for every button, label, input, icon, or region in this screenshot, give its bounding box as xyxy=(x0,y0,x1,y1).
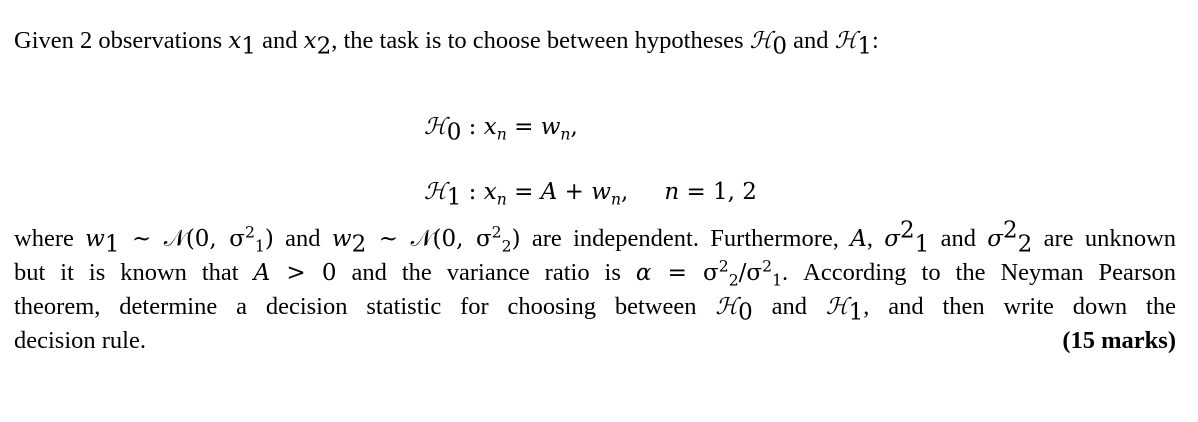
intro-text-4: and xyxy=(787,27,835,54)
equation-h1: ℋ$_1$ : $x_n = A + w_n$, n = 1, 2 xyxy=(424,179,757,211)
marks-label: (15 marks) xyxy=(1062,327,1176,354)
hypothesis-h0: ℋ$_0$ xyxy=(749,28,788,60)
intro-text-2: and xyxy=(255,27,304,54)
intro-text-1: Given 2 observations xyxy=(14,27,229,54)
paragraph-line-4 xyxy=(14,324,1176,357)
intro-line xyxy=(14,24,1176,58)
paragraph-line-1: where $w_1$ ~ 𝒩(0, $\sigma^2_1$) and $w_2$ ~ 𝒩(0, $\sigma^2_2$) are independent. Furthermore, A, $\sigma^2_1$ and $\sigma^2_2$ are unknown xyxy=(14,217,1177,258)
hypothesis-h1: ℋ$_1$ xyxy=(834,28,873,60)
equation-h0: ℋ$_0$ : $x_n = w_n$, xyxy=(424,114,578,146)
intro-text-3: , the task is to choose between hypotheses xyxy=(331,27,750,54)
question-document xyxy=(14,24,1177,354)
var-x2: $x_2$ xyxy=(303,28,332,60)
var-x1: $x_1$ xyxy=(228,28,256,60)
paragraph-line-3: theorem, determine a decision statistic for choosing between ℋ$_0$ and ℋ$_1$, and then write down the xyxy=(14,293,1176,326)
intro-text-5: : xyxy=(872,27,879,54)
problem-paragraph xyxy=(14,217,1177,357)
decision-rule-text: decision rule. xyxy=(14,327,146,354)
paragraph-line-2: but it is known that A > 0 and the variance ratio is $\alpha = \sigma^2_2/\sigma^2_1$. According to the Neyman Pearson xyxy=(14,256,1177,290)
